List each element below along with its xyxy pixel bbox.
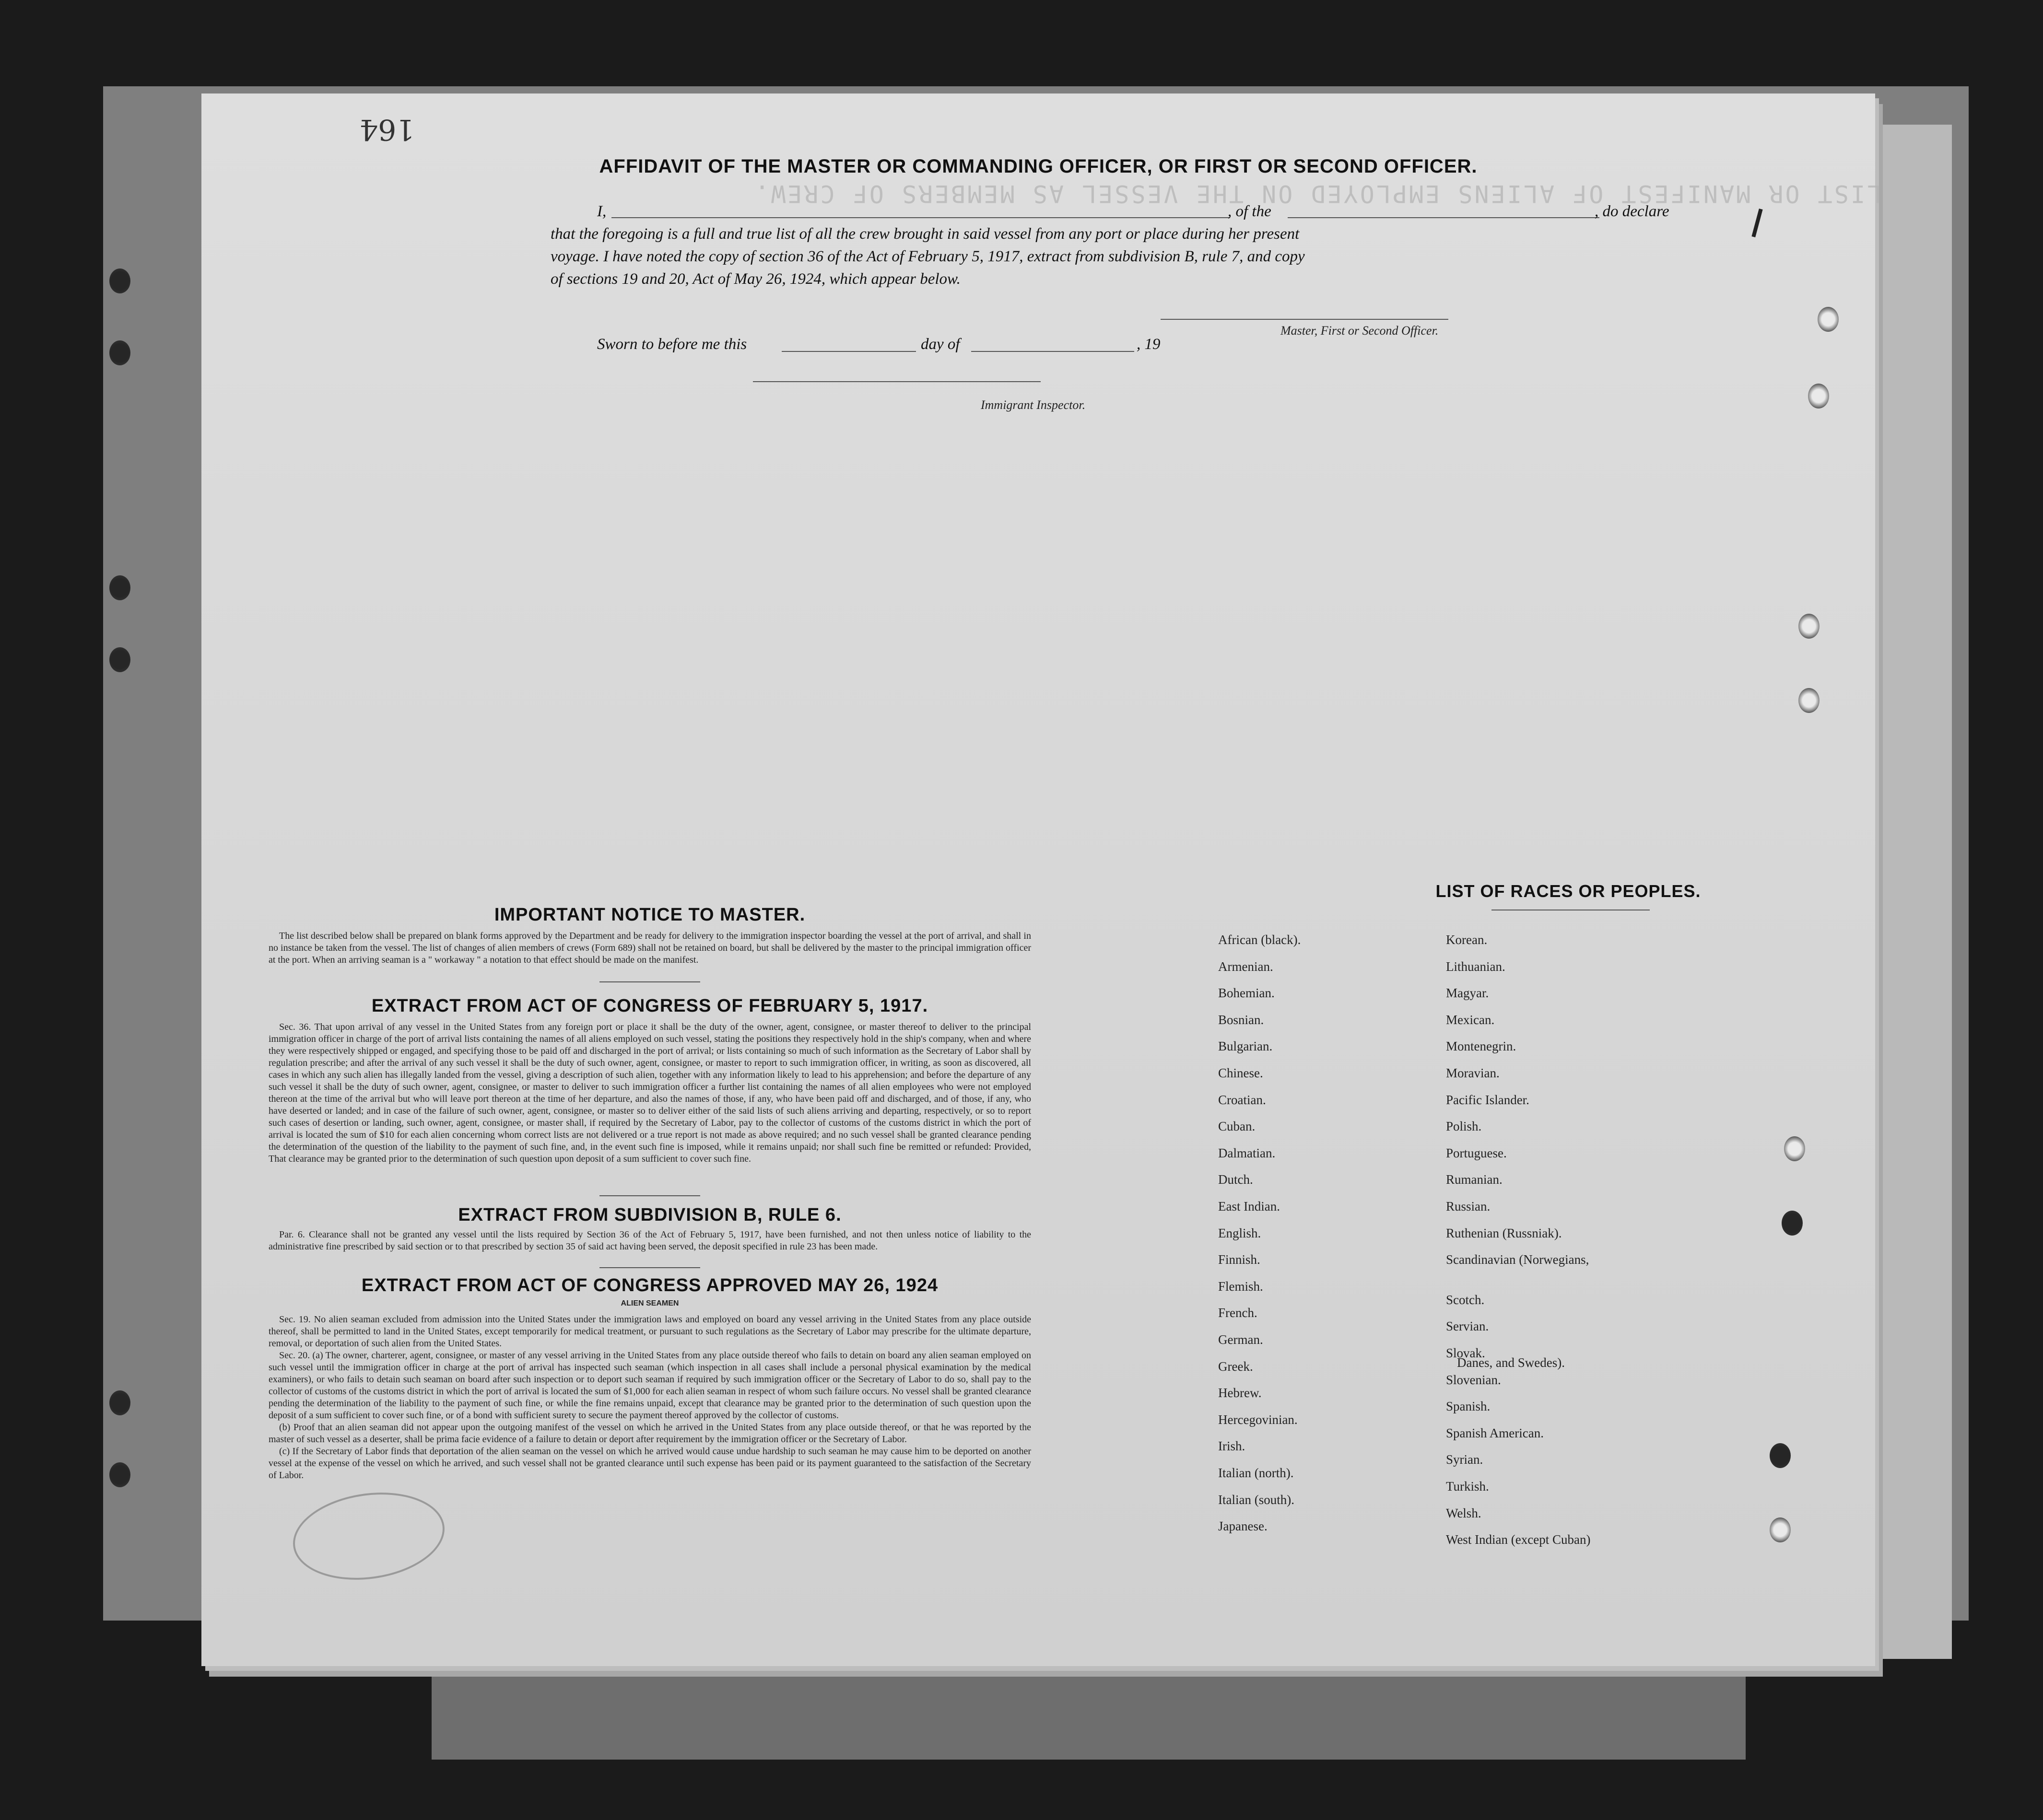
race-item: Dalmatian. [1218, 1145, 1276, 1160]
race-item: Bulgarian. [1218, 1039, 1273, 1054]
back-sheet-right [1866, 125, 1952, 1659]
binder-hole [109, 647, 130, 672]
race-item: Russian. [1446, 1199, 1491, 1213]
name-blank-line [611, 217, 1230, 218]
binder-hole [109, 1390, 130, 1415]
sworn-month-line [971, 351, 1134, 352]
divider [599, 1267, 700, 1268]
binder-hole [1798, 688, 1820, 713]
race-item: Cuban. [1218, 1119, 1256, 1134]
race-item: Rumanian. [1446, 1172, 1503, 1187]
sworn-day-line [782, 351, 916, 352]
race-item: Irish. [1218, 1439, 1245, 1454]
affidavit-i: I, [597, 203, 607, 220]
extract-rule6-body [269, 1229, 1031, 1253]
race-item: Hebrew. [1218, 1386, 1262, 1400]
faint-stamp [287, 1483, 450, 1589]
binder-hole [109, 575, 130, 600]
binder-hole [1818, 307, 1839, 332]
divider [599, 981, 700, 982]
affidavit-line-3: voyage. I have noted the copy of section 36 of the Act of February 5, 1917, extract from subdivision B, rule 7, and copy [551, 248, 1305, 265]
race-item: Slovak. [1446, 1346, 1485, 1360]
race-item: Flemish. [1218, 1279, 1263, 1294]
document-page [201, 93, 1882, 1666]
extract-1917-body [269, 1021, 1031, 1165]
master-label: Master, First or Second Officer. [1280, 324, 1439, 338]
divider [599, 1195, 700, 1196]
race-item: Scotch. [1446, 1292, 1485, 1307]
race-item: Italian (north). [1218, 1466, 1294, 1480]
extract-rule6-title: EXTRACT FROM SUBDIVISION B, RULE 6. [458, 1205, 842, 1225]
race-item: German. [1218, 1332, 1263, 1347]
notice-title: IMPORTANT NOTICE TO MASTER. [494, 905, 806, 925]
master-signature-line [1161, 319, 1448, 320]
race-item: Pacific Islander. [1446, 1092, 1529, 1107]
race-item: Portuguese. [1446, 1145, 1507, 1160]
race-item: West Indian (except Cuban) [1446, 1532, 1591, 1547]
sec20b-text: (b) Proof that an alien seaman did not appear upon the outgoing manifest of the vessel on which he arrived in the United States from any place outside thereof, or that he was reported by the master of such vessel as a deserter, shall be prima facie evidence of a failure to detain or deport after requirement by the immigration officer or the Secretary of Labor. [269, 1422, 1031, 1445]
binder-hole [1770, 1443, 1791, 1468]
race-item: Greek. [1218, 1359, 1253, 1374]
notice-text: The list described below shall be prepared on blank forms approved by the Department and be ready for delivery to the immigration inspector boarding the vessel at the port of arrival, and shall in no instance be taken from the vessel. The list of changes of alien members of crews (Form 689) shall not be retained on board, but shall be delivered by the master to the principal immigration officer at the port. When an arriving seaman is a " workaway " a notation to that effect should be made on the manifest. [269, 931, 1031, 965]
race-item: Syrian. [1446, 1452, 1483, 1467]
race-item: Magyar. [1446, 986, 1489, 1001]
race-item: Finnish. [1218, 1252, 1260, 1267]
extract-1924-subtitle: ALIEN SEAMEN [621, 1299, 679, 1307]
affidavit-of-the: , of the [1228, 203, 1271, 220]
page-number: 164 [360, 113, 415, 146]
race-item: Croatian. [1218, 1092, 1266, 1107]
race-item: Montenegrin. [1446, 1039, 1516, 1054]
binder-hole [1808, 384, 1829, 408]
sworn-text: Sworn to before me this [597, 336, 747, 353]
race-item-continuation: Danes, and Swedes). [1457, 1355, 1565, 1370]
extract-1924-body [269, 1314, 1031, 1482]
race-item: Welsh. [1446, 1505, 1481, 1520]
race-item: Spanish. [1446, 1399, 1491, 1414]
race-item: English. [1218, 1225, 1261, 1240]
sec19-text: Sec. 19. No alien seaman excluded from admission into the United States under the immigration laws and employed on board any vessel arriving in the United States from any place outside thereof, shall be permitted to land in the United States, except temporarily for medical treatment, or pursuant to such regulations as the Secretary of Labor may prescribe for the ultimate departure, removal, or deportation of such alien from the United States. [269, 1314, 1031, 1349]
extract-rule6-text: Par. 6. Clearance shall not be granted any vessel until the lists required by Section 36 of the Act of February 5, 1917, have been furnished, and not then unless notice of liability to the administrative fine prescribed by said section or to that prescribed by section 35 of said act having been served, the deposit specified in rule 23 has been made. [269, 1229, 1031, 1252]
affidavit-declare: , do declare [1595, 203, 1669, 220]
race-item: Bohemian. [1218, 986, 1275, 1001]
race-item: Hercegovinian. [1218, 1412, 1298, 1427]
race-item: Bosnian. [1218, 1012, 1264, 1027]
check-mark [1751, 209, 1762, 237]
race-item: French. [1218, 1306, 1257, 1320]
race-item: Spanish American. [1446, 1425, 1544, 1440]
race-item: Servian. [1446, 1319, 1489, 1334]
binder-hole [1782, 1211, 1803, 1236]
race-item: Moravian. [1446, 1066, 1500, 1080]
bleed-through-header: LIST OR MANIFEST OF ALIENS EMPLOYED ON THE VESSEL AS MEMBERS OF CREW. [753, 180, 1882, 208]
inspector-label: Immigrant Inspector. [981, 398, 1086, 412]
binder-hole [1770, 1517, 1791, 1542]
race-item: Ruthenian (Russniak). [1446, 1225, 1562, 1240]
vessel-blank-line [1288, 217, 1599, 218]
affidavit-line-4: of sections 19 and 20, Act of May 26, 1924, which appear below. [551, 270, 961, 288]
race-item: Chinese. [1218, 1066, 1263, 1080]
sworn-day-of: day of [921, 336, 960, 353]
race-item: Japanese. [1218, 1519, 1268, 1534]
binder-hole [109, 1462, 130, 1487]
race-item: Italian (south). [1218, 1492, 1294, 1507]
binder-hole [109, 268, 130, 293]
inspector-signature-line [753, 381, 1041, 382]
races-title: LIST OF RACES OR PEOPLES. [1435, 881, 1701, 901]
race-item: Korean. [1446, 933, 1488, 947]
affidavit-title: AFFIDAVIT OF THE MASTER OR COMMANDING OFFICER, OR FIRST OR SECOND OFFICER. [599, 156, 1478, 177]
race-item: Slovenian. [1446, 1372, 1501, 1387]
sworn-year: , 19 [1137, 336, 1161, 353]
affidavit-line-2: that the foregoing is a full and true list of all the crew brought in said vessel from any port or place during her present [551, 225, 1300, 243]
sec20a-text: Sec. 20. (a) The owner, charterer, agent, consignee, or master of any vessel arriving in the United States from any place outside thereof who fails to detain on board any alien seaman employed on such vessel until the immigration officer in charge at the port of arrival has inspected such seaman (which inspection in all cases shall include a personal physical examination by the medical examiners), or who fails to detain such seaman on board after such inspection or to deport such seaman if required by such immigration officer or the Secretary of Labor to do so, shall pay to the collector of customs of the customs district in which the port of arrival is located the sum of $1,000 for each alien seaman in respect of whom such failure occurs. No vessel shall be granted clearance pending the determination of the liability to the payment of such fine, or while the fine remains unpaid, except that clearance may be granted prior to the determination of such question upon the deposit of a sum sufficient to cover such fine, or of a bond with sufficient surety to secure the payment thereof approved by the collector of customs. [269, 1350, 1031, 1421]
binder-hole [1798, 614, 1820, 639]
race-item: Dutch. [1218, 1172, 1253, 1187]
race-item: Turkish. [1446, 1479, 1489, 1493]
extract-1917-text: Sec. 36. That upon arrival of any vessel in the United States from any foreign port or place it shall be the duty of the owner, agent, consignee, or master thereof to deliver to the principal immigration officer in charge of the port of arrival lists containing the names of all aliens employed on such vessel, stating the positions they respectively hold in the ship's company, when and where they were respectively shipped or engaged, and specifying those to be paid off and discharged in the port of arrival; or lists containing so much of such information as the Secretary of Labor shall by regulation prescribe; and after the arrival of any such vessel it shall be the duty of such owner, agent, consignee, or master to report to such immigration officer, in writing, as soon as discovered, all cases in which any such alien has illegally landed from the vessel, giving a description of such alien, together with any information likely to lead to his apprehension; and before the departure of any such vessel it shall be the duty of such owner, agent, consignee, or master to deliver to such immigration officer a further list containing the names of all alien employees who were not employed thereon at the time of the arrival but who will leave port thereon at the time of her departure, and also the names of those, if any, who have been paid off and discharged, and of those, if any, who have deserted or landed; and in case of the failure of such owner, agent, consignee, or master so to deliver either of the said lists of such aliens arriving and departing, respectively, or so to report such cases of desertion or landing, such owner, agent, consignee, or master shall, if required by the Secretary of Labor, pay to the collector of customs of the customs district in which the port of arrival is located the sum of $10 for each alien concerning whom correct lists are not delivered or a true report is not made as above required; and no such vessel shall be granted clearance pending the determination of the question of the liability to the payment of such fine, and, in the event such fine is imposed, while it remains unpaid; nor shall such fine be remitted or refunded: Provided, That clearance may be granted prior to the determination of such question upon deposit of a sum sufficient to cover such fine. [269, 1022, 1031, 1164]
race-item: Lithuanian. [1446, 959, 1505, 974]
race-item: Mexican. [1446, 1012, 1495, 1027]
race-item: Polish. [1446, 1119, 1482, 1134]
extract-1917-title: EXTRACT FROM ACT OF CONGRESS OF FEBRUARY 5, 1917. [371, 996, 928, 1016]
race-item: Armenian. [1218, 959, 1273, 974]
race-item: African (black). [1218, 933, 1301, 947]
binder-hole [109, 340, 130, 365]
notice-body [269, 930, 1031, 966]
race-item: East Indian. [1218, 1199, 1280, 1213]
race-item: Scandinavian (Norwegians, [1446, 1252, 1589, 1267]
binder-hole [1784, 1136, 1805, 1161]
extract-1924-title: EXTRACT FROM ACT OF CONGRESS APPROVED MAY 26, 1924 [361, 1275, 939, 1295]
sec20c-text: (c) If the Secretary of Labor finds that deportation of the alien seaman on the vessel on which he arrived would cause undue hardship to such seaman he may cause him to be deported on another vessel at the expense of the vessel on which he arrived, and such vessel shall not be granted clearance until such expense has been paid or its payment guaranteed to the satisfaction of the Secretary of Labor. [269, 1446, 1031, 1481]
